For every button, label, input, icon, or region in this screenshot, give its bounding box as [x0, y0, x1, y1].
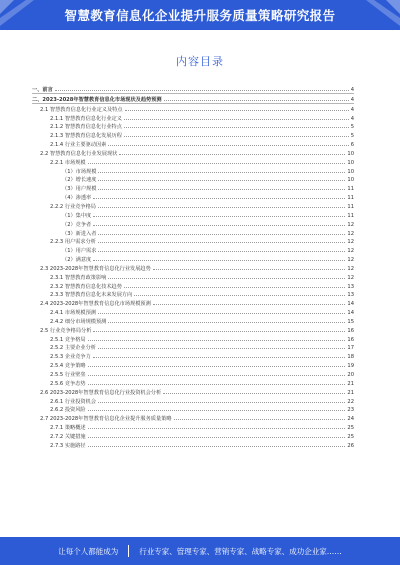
toc-entry-page: 16 [347, 336, 354, 343]
toc-dot-leader [98, 183, 345, 190]
toc-entry-label: 2.3 2023-2028年智慧教育信息化行业发展趋势 [40, 265, 151, 272]
toc-entry-page: 4 [350, 96, 354, 103]
toc-dot-leader [98, 166, 345, 173]
toc-dot-leader [124, 113, 349, 120]
toc-entry-page: 20 [347, 372, 354, 378]
toc-entry-page: 4 [350, 106, 354, 113]
toc-entry-page: 10 [347, 177, 354, 184]
toc-entry[interactable] [32, 130, 354, 139]
toc-entry-page: 16 [347, 327, 354, 334]
toc-entry-label: 2.3.1 智慧教育政策影响 [50, 274, 107, 281]
toc-entry[interactable] [32, 104, 354, 113]
toc-dot-leader [88, 378, 346, 385]
toc-entry-page: 11 [347, 186, 354, 193]
header-stripes-right-decoration [364, 0, 400, 30]
toc-dot-leader [98, 236, 345, 243]
toc-entry-page: 5 [350, 133, 354, 140]
toc-entry-label: 2.2.2 行业竞争格局 [50, 203, 96, 210]
toc-entry[interactable] [32, 94, 354, 104]
toc-dot-leader [55, 84, 349, 91]
toc-entry[interactable] [32, 360, 354, 369]
toc-entry[interactable] [32, 263, 354, 272]
toc-entry[interactable] [32, 201, 354, 210]
toc-dot-leader [153, 298, 346, 305]
toc-entry[interactable] [32, 351, 354, 360]
toc-entry-label: 2.5.5 行业壁垒 [50, 372, 86, 378]
toc-entry[interactable] [32, 298, 354, 307]
toc-entry[interactable] [32, 228, 354, 237]
toc-dot-leader [93, 351, 346, 358]
toc-title: 内容目录 [176, 55, 224, 68]
toc-entry[interactable] [32, 174, 354, 183]
toc-dot-leader [88, 440, 346, 447]
toc-entry[interactable] [32, 440, 354, 449]
toc-entry-label: 2.7.2 关键措施 [50, 433, 86, 440]
toc-entry-page: 19 [347, 363, 354, 370]
toc-dot-leader [134, 289, 345, 296]
toc-dot-leader [119, 148, 345, 155]
toc-entry-page: 11 [347, 195, 354, 202]
toc-entry[interactable] [32, 254, 354, 263]
toc-entry-label: 2.4.1 市场规模预测 [50, 310, 96, 317]
toc-dot-leader [108, 316, 345, 323]
footer-divider [128, 545, 129, 557]
toc-entry-page: 13 [347, 283, 354, 290]
toc-entry[interactable] [32, 342, 354, 351]
toc-entry-label: （2）竞争者 [62, 221, 92, 228]
toc-entry-page: 12 [347, 239, 354, 246]
toc-entry-page: 21 [347, 389, 354, 396]
toc-entry[interactable] [32, 272, 354, 281]
toc-dot-leader [124, 121, 349, 128]
toc-entry-page: 10 [347, 159, 354, 166]
toc-dot-leader [88, 360, 346, 367]
toc-dot-leader [93, 210, 345, 217]
toc-entry-label: 一、前言 [32, 87, 53, 93]
toc-entry[interactable] [32, 113, 354, 122]
toc-entry-label: （2）增长速度 [62, 177, 97, 184]
toc-entry-label: （3）新进入者 [62, 230, 97, 237]
toc-entry-label: （3）用户规模 [62, 186, 97, 193]
toc-entry[interactable] [32, 413, 354, 422]
toc-entry[interactable] [32, 245, 354, 254]
table-of-contents [32, 84, 354, 449]
toc-entry-page: 10 [347, 150, 354, 157]
toc-entry-label: 2.5 行业竞争格局分析 [40, 327, 92, 334]
toc-dot-leader [174, 413, 346, 420]
toc-entry-label: 2.5.1 竞争格局 [50, 336, 86, 343]
toc-entry-label: 2.5.3 企业竞争力 [50, 354, 91, 361]
toc-entry-page: 12 [347, 230, 354, 237]
toc-entry[interactable] [32, 121, 354, 130]
toc-entry-page: 21 [347, 380, 354, 387]
toc-entry-page: 11 [347, 212, 354, 219]
toc-entry-label: 2.2.3 用户需求分析 [50, 239, 96, 246]
footer-tagline: 让每个人都能成为 [58, 546, 119, 556]
toc-entry-label: （2）满意度 [62, 257, 92, 264]
toc-entry-label: 2.6 2023-2028年智慧教育信息化行业投资机会分析 [40, 389, 162, 396]
toc-entry[interactable] [32, 139, 354, 148]
toc-entry[interactable] [32, 219, 354, 228]
toc-entry[interactable] [32, 192, 354, 201]
footer-roles: 行业专家、管理专家、营销专家、战略专家、成功企业家…… [139, 546, 342, 556]
toc-dot-leader [88, 422, 346, 429]
toc-dot-leader [93, 219, 345, 226]
toc-entry-page: 10 [347, 168, 354, 175]
toc-dot-leader [88, 369, 346, 376]
toc-entry-page: 12 [347, 248, 354, 255]
toc-entry[interactable] [32, 325, 354, 334]
toc-entry-label: 2.1.3 智慧教育信息化发展历程 [50, 133, 122, 140]
toc-entry-label: 2.1 智慧教育信息化行业定义及特点 [40, 106, 123, 113]
toc-entry-label: （1）市场规模 [62, 168, 97, 175]
toc-dot-leader [88, 334, 346, 341]
toc-dot-leader [98, 307, 345, 314]
toc-entry-page: 24 [347, 416, 354, 423]
toc-entry-label: 2.5.6 竞争态势 [50, 380, 86, 387]
toc-entry-label: 二、2023-2028年智慧教育信息化市场现状及趋势预测 [32, 96, 162, 103]
toc-entry-label: 2.7.1 策略概述 [50, 425, 86, 432]
toc-entry[interactable] [32, 387, 354, 396]
page-footer [0, 537, 400, 565]
toc-entry-label: 2.1.1 智慧教育信息化行业定义 [50, 115, 122, 122]
toc-entry[interactable] [32, 404, 354, 413]
toc-dot-leader [93, 325, 345, 332]
toc-entry-page: 13 [347, 292, 354, 299]
toc-dot-leader [124, 281, 345, 288]
toc-entry-page: 26 [347, 442, 354, 449]
toc-dot-leader [108, 139, 348, 146]
toc-entry-page: 18 [347, 354, 354, 361]
toc-entry[interactable] [32, 316, 354, 325]
toc-dot-leader [88, 157, 346, 164]
toc-entry-page: 14 [347, 310, 354, 317]
toc-dot-leader [93, 254, 345, 261]
toc-entry[interactable] [32, 210, 354, 219]
toc-dot-leader [98, 245, 345, 252]
toc-entry[interactable] [32, 157, 354, 166]
toc-entry[interactable] [32, 84, 354, 94]
toc-entry-page: 14 [347, 301, 354, 308]
toc-dot-leader [124, 130, 349, 137]
toc-entry[interactable] [32, 431, 354, 440]
toc-dot-leader [93, 192, 345, 199]
toc-entry-page: 12 [347, 274, 354, 281]
toc-entry-page: 12 [347, 265, 354, 272]
toc-entry-page: 11 [347, 203, 354, 210]
toc-entry-label: 2.3.2 智慧教育信息化技术趋势 [50, 283, 122, 290]
report-title: 智慧教育信息化企业提升服务质量策略研究报告 [64, 8, 336, 23]
toc-entry-label: 2.4.2 细分市场规模预测 [50, 318, 107, 325]
toc-entry-label: 2.2 智慧教育信息化行业发展现状 [40, 150, 118, 157]
toc-dot-leader [125, 104, 349, 111]
toc-entry-label: 2.1.2 智慧教育信息化行业特点 [50, 124, 122, 131]
toc-entry[interactable] [32, 183, 354, 192]
toc-entry-page: 23 [347, 407, 354, 414]
toc-entry[interactable] [32, 236, 354, 245]
toc-entry[interactable] [32, 334, 354, 343]
toc-dot-leader [98, 201, 345, 208]
toc-entry-label: 2.7.3 实施路径 [50, 442, 86, 449]
toc-entry-label: 2.2.1 市场规模 [50, 159, 86, 166]
toc-entry-page: 6 [350, 142, 354, 149]
toc-entry-label: （1）集中度 [62, 212, 92, 219]
toc-entry[interactable] [32, 166, 354, 175]
toc-entry-label: 2.7 2023-2028年智慧教育信息化企业提升服务质量策略 [40, 416, 172, 423]
toc-dot-leader [88, 431, 346, 438]
toc-dot-leader [98, 228, 345, 235]
toc-dot-leader [98, 396, 345, 403]
toc-dot-leader [164, 94, 349, 101]
toc-dot-leader [98, 174, 345, 181]
toc-entry-page: 12 [347, 221, 354, 228]
toc-entry-label: 2.6.2 投资风险 [50, 407, 86, 414]
toc-entry-page: 4 [350, 87, 354, 93]
toc-entry[interactable] [32, 378, 354, 387]
toc-entry-page: 4 [350, 115, 354, 122]
toc-entry[interactable] [32, 289, 354, 298]
toc-entry[interactable] [32, 396, 354, 405]
toc-entry[interactable] [32, 281, 354, 290]
toc-entry-label: 2.3.3 智慧教育信息化未来发展方向 [50, 292, 133, 299]
toc-entry-label: 2.6.1 行业投资机会 [50, 398, 96, 405]
toc-entry-page: 12 [347, 257, 354, 264]
toc-entry-label: 2.1.4 行业主要驱动因素 [50, 142, 107, 149]
toc-entry-page: 25 [347, 425, 354, 432]
toc-entry-page: 5 [350, 124, 354, 131]
toc-entry-page: 22 [347, 398, 354, 405]
toc-entry-label: 2.4 2023-2028年智慧教育信息化市场规模预测 [40, 301, 151, 308]
toc-dot-leader [98, 342, 345, 349]
header-stripes-left-decoration [0, 0, 36, 30]
toc-entry-page: 17 [347, 345, 354, 352]
toc-entry-label: （4）渗透率 [62, 195, 92, 202]
toc-dot-leader [108, 272, 345, 279]
toc-dot-leader [163, 387, 345, 394]
page-header [0, 0, 400, 30]
toc-entry[interactable] [32, 369, 354, 378]
toc-dot-leader [153, 263, 346, 270]
toc-dot-leader [88, 404, 346, 411]
toc-entry[interactable] [32, 422, 354, 431]
toc-entry-label: （1）用户需求 [62, 248, 97, 255]
toc-entry-page: 15 [347, 318, 354, 325]
toc-entry-label: 2.5.4 竞争策略 [50, 363, 86, 370]
toc-entry-page: 25 [347, 433, 354, 440]
toc-entry[interactable] [32, 148, 354, 157]
toc-entry-label: 2.5.2 主要企业分析 [50, 345, 96, 352]
toc-entry[interactable] [32, 307, 354, 316]
